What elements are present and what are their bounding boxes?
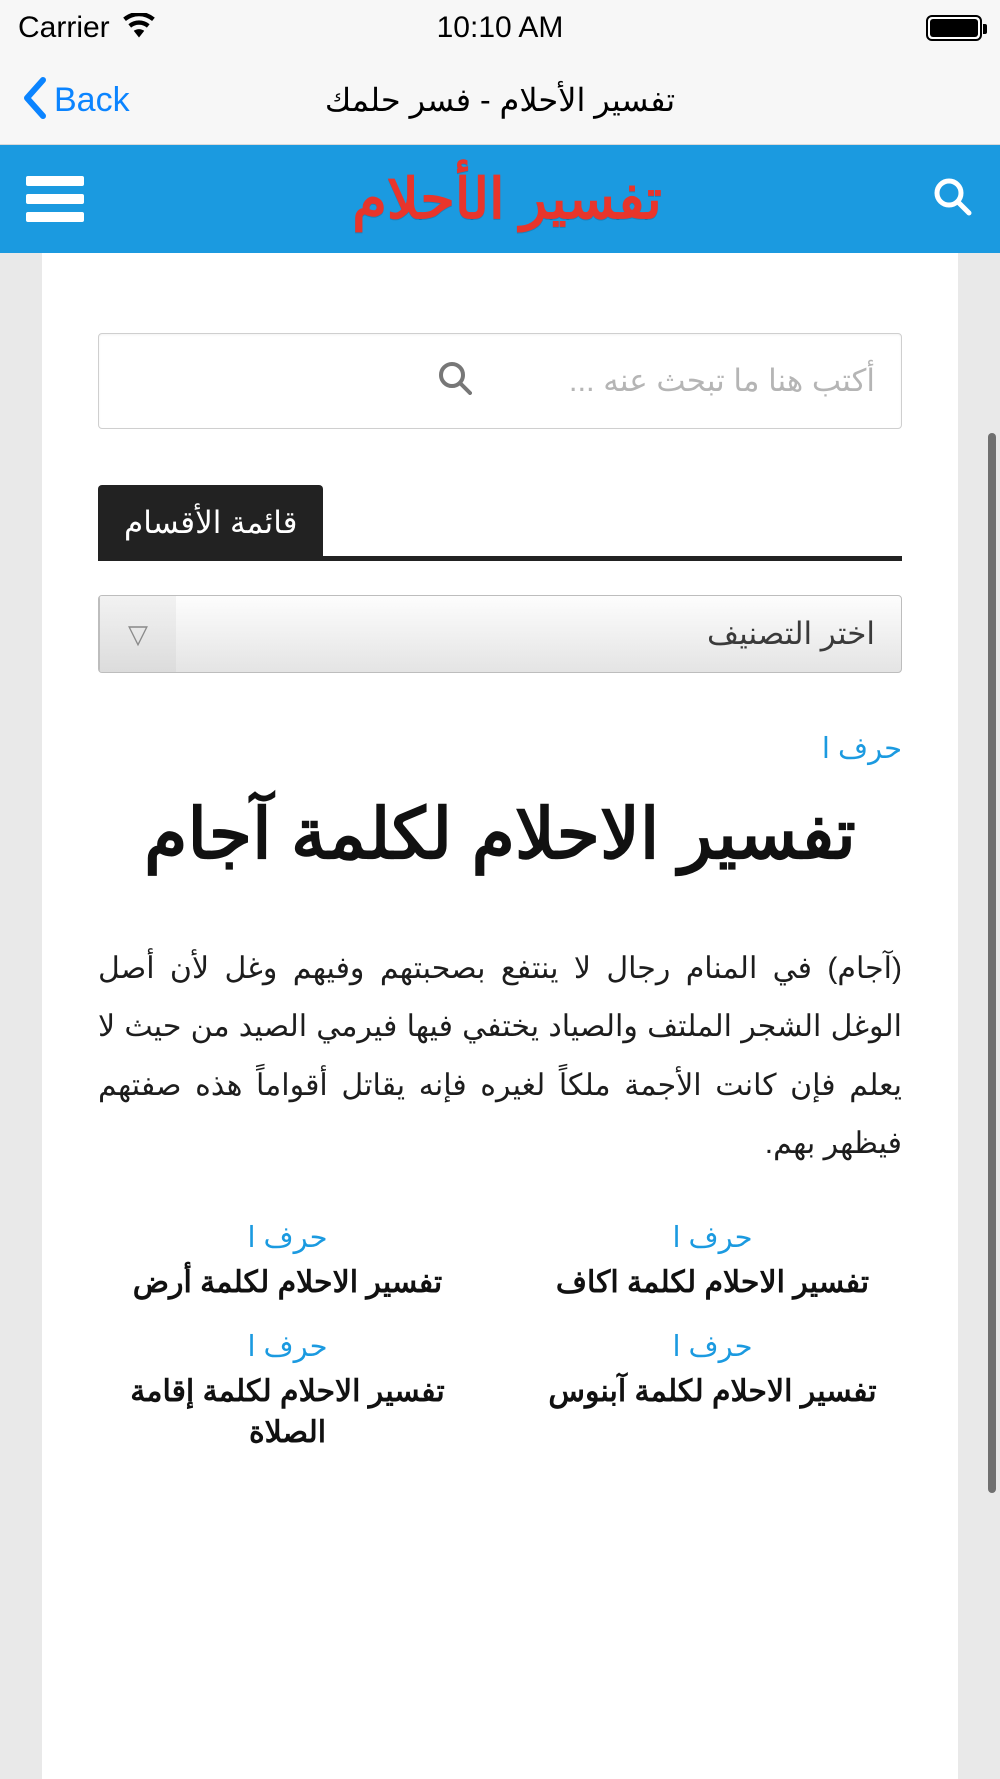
related-kicker[interactable]: حرف ا [672,1221,753,1254]
category-select-label: اختر التصنيف [707,616,875,651]
related-articles [98,1220,902,1466]
related-title[interactable]: تفسير الاحلام لكلمة آبنوس [548,1375,877,1408]
battery-full-icon [926,15,982,41]
chevron-down-icon: ▽ [99,596,176,672]
tab-categories[interactable]: قائمة الأقسام [98,485,323,561]
article-kicker[interactable]: حرف ا [821,733,902,765]
related-title[interactable]: تفسير الاحلام لكلمة أرض [132,1265,443,1299]
page-body [0,253,1000,1779]
article-body: (آجام) في المنام رجال لا ينتفع بصحبتهم وفيهم وغل لأن أصل الوغل الشجر الملتف والصياد يختفي فيها فيرمي الصيد من حيث لا يعلم فإن كانت الأجمة ملكاً لغيره فإنه يقاتل أقواماً هذه صفتهم فيظهر بهم. [98,951,902,1160]
content-card [42,253,958,1779]
related-kicker[interactable]: حرف ا [247,1331,328,1363]
search-icon [435,359,475,404]
back-button[interactable] [0,76,130,125]
search-input[interactable] [98,333,902,429]
list-item[interactable] [98,1329,477,1465]
navigation-bar [0,56,1000,145]
tabs-row [98,485,902,561]
related-title[interactable]: تفسير الاحلام لكلمة إقامة الصلاة [130,1375,445,1449]
status-bar [0,0,1000,56]
search-placeholder: أكتب هنا ما تبحث عنه ... [568,363,875,398]
category-select[interactable] [98,595,902,673]
page-title: تفسير الأحلام - فسر حلمك [324,82,676,118]
hamburger-menu-icon[interactable] [26,176,84,222]
back-label: Back [54,80,130,119]
article-title: تفسير الاحلام لكلمة آجام [144,795,856,873]
tab-underline [323,556,902,561]
list-item[interactable] [98,1220,477,1316]
status-bar-left [18,11,156,45]
related-title[interactable]: تفسير الاحلام لكلمة اكاف [555,1265,870,1299]
chevron-left-icon [22,76,48,125]
vertical-scrollbar[interactable] [988,433,996,1493]
list-item[interactable] [523,1220,902,1316]
related-kicker[interactable]: حرف ا [672,1331,753,1363]
list-item[interactable] [523,1329,902,1465]
search-icon[interactable] [930,175,974,224]
status-time: 10:10 AM [436,11,564,44]
site-header [0,145,1000,253]
wifi-icon [122,13,156,44]
carrier-label: Carrier [18,11,110,44]
site-title: تفسير الأحلام [352,167,662,230]
related-kicker[interactable]: حرف ا [247,1221,328,1254]
